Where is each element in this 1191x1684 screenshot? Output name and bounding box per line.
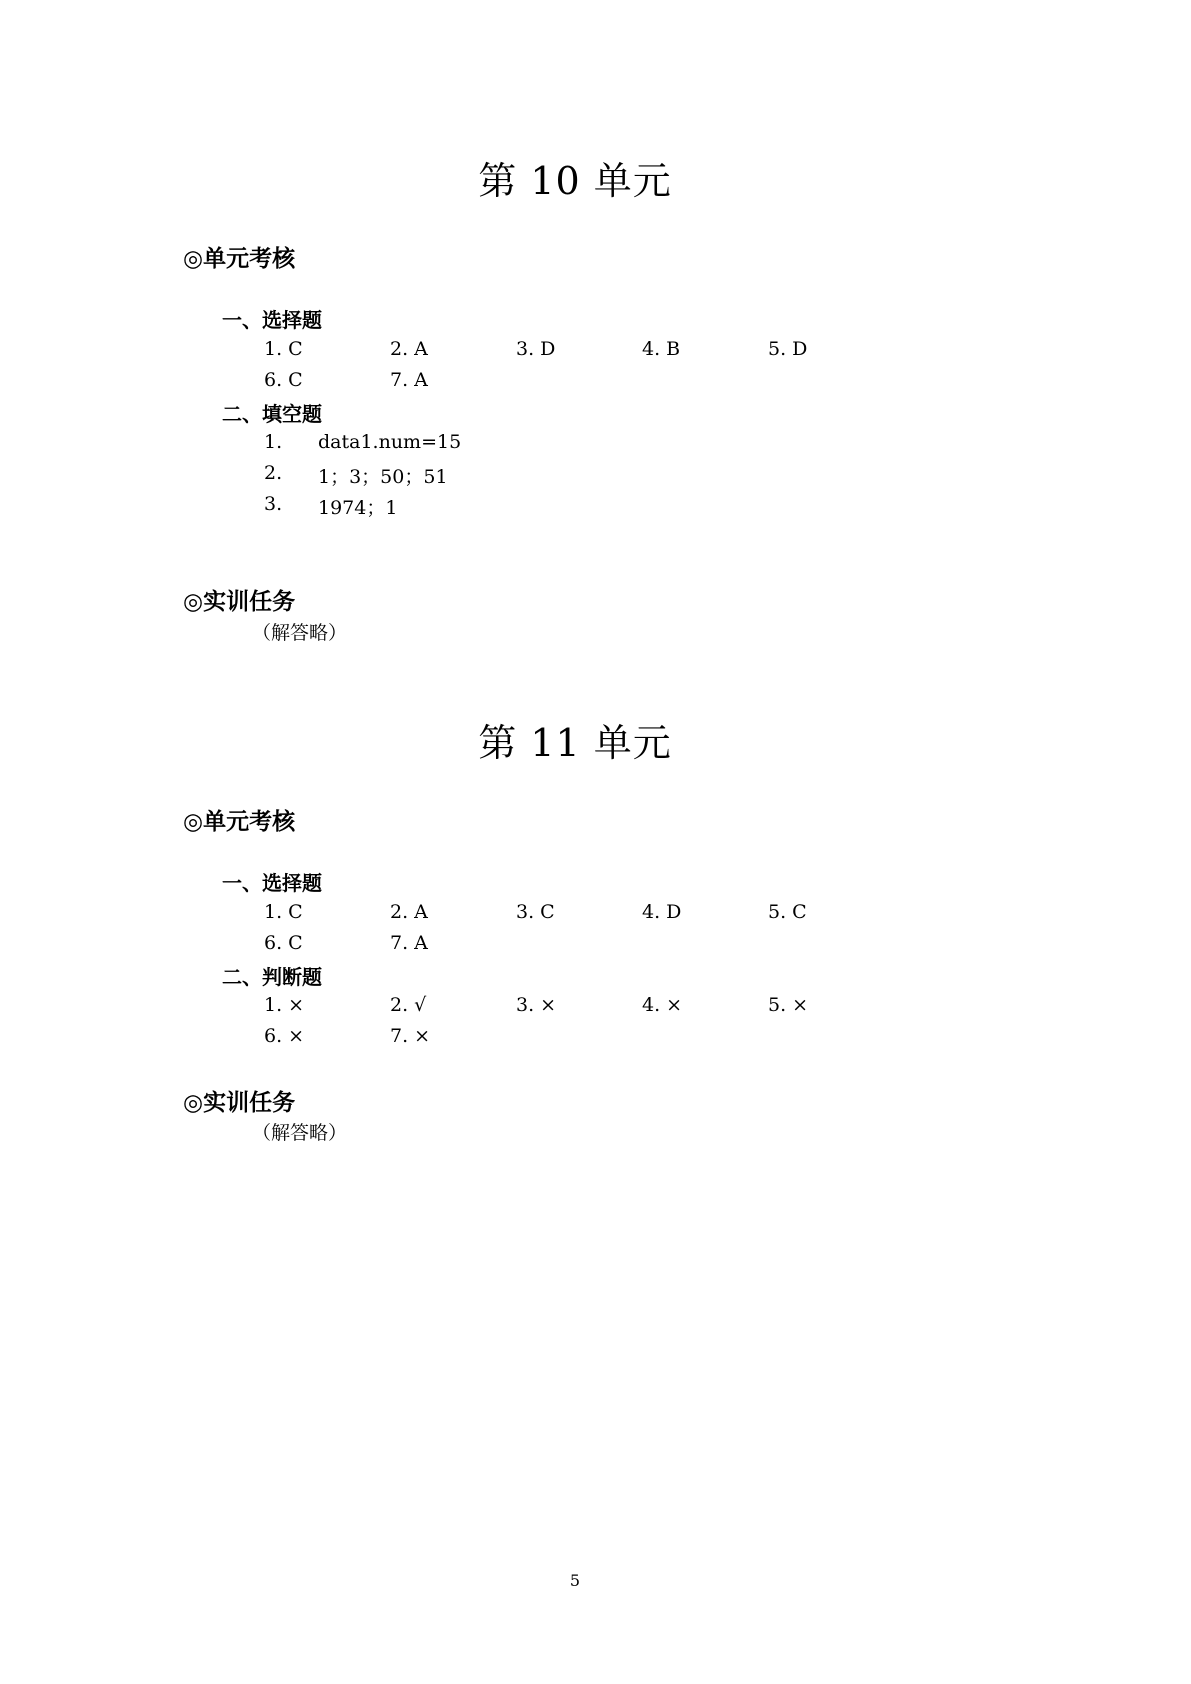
unit-11-choice-answer: 3. C	[516, 901, 555, 923]
unit-11-judge-heading: 二、判断题	[222, 965, 322, 989]
unit-11-choice-heading: 一、选择题	[222, 871, 322, 895]
unit-10-choice-heading: 一、选择题	[222, 308, 322, 332]
unit-10-choice-answer: 4. B	[642, 338, 681, 360]
unit-11-judge-answer: 1. ×	[264, 994, 305, 1016]
unit-10-assessment-heading: ◎单元考核	[183, 246, 296, 272]
unit-11-choice-answer: 2. A	[390, 901, 428, 923]
unit-10-choice-answer: 6. C	[264, 369, 303, 391]
unit-10-title: 第 10 单元	[478, 159, 672, 203]
unit-11-judge-answer: 6. ×	[264, 1025, 305, 1047]
unit-11-choice-answer: 7. A	[390, 932, 428, 954]
unit-10-fill-heading: 二、填空题	[222, 402, 322, 426]
unit-11-choice-answer: 1. C	[264, 901, 303, 923]
page-number: 5	[569, 1571, 581, 1590]
unit-10-fill-answer: data1.num=15	[318, 431, 462, 453]
unit-11-assessment-heading: ◎单元考核	[183, 809, 296, 835]
unit-10-choice-answer: 7. A	[390, 369, 428, 391]
unit-11-judge-answer: 2. √	[390, 994, 427, 1016]
unit-11-judge-answer: 5. ×	[768, 994, 809, 1016]
unit-11-judge-answer: 3. ×	[516, 994, 557, 1016]
unit-10-choice-answer: 5. D	[768, 338, 808, 360]
unit-10-fill-answer: 1；3；50；51	[318, 466, 448, 488]
unit-10-fill-number: 2.	[264, 462, 283, 484]
unit-11-choice-answer: 4. D	[642, 901, 682, 923]
unit-10-training-note: （解答略）	[252, 622, 348, 644]
unit-10-choice-answer: 1. C	[264, 338, 303, 360]
unit-10-fill-answer: 1974；1	[318, 497, 398, 519]
unit-10-choice-answer: 3. D	[516, 338, 556, 360]
unit-11-training-heading: ◎实训任务	[183, 1090, 296, 1116]
unit-11-judge-answer: 4. ×	[642, 994, 683, 1016]
unit-11-title: 第 11 单元	[478, 721, 672, 765]
unit-10-fill-number: 1.	[264, 431, 283, 453]
unit-10-fill-number: 3.	[264, 493, 283, 515]
unit-10-training-heading: ◎实训任务	[183, 589, 296, 615]
unit-10-choice-answer: 2. A	[390, 338, 428, 360]
unit-11-judge-answer: 7. ×	[390, 1025, 431, 1047]
unit-11-choice-answer: 6. C	[264, 932, 303, 954]
unit-11-training-note: （解答略）	[252, 1122, 348, 1144]
unit-11-choice-answer: 5. C	[768, 901, 807, 923]
